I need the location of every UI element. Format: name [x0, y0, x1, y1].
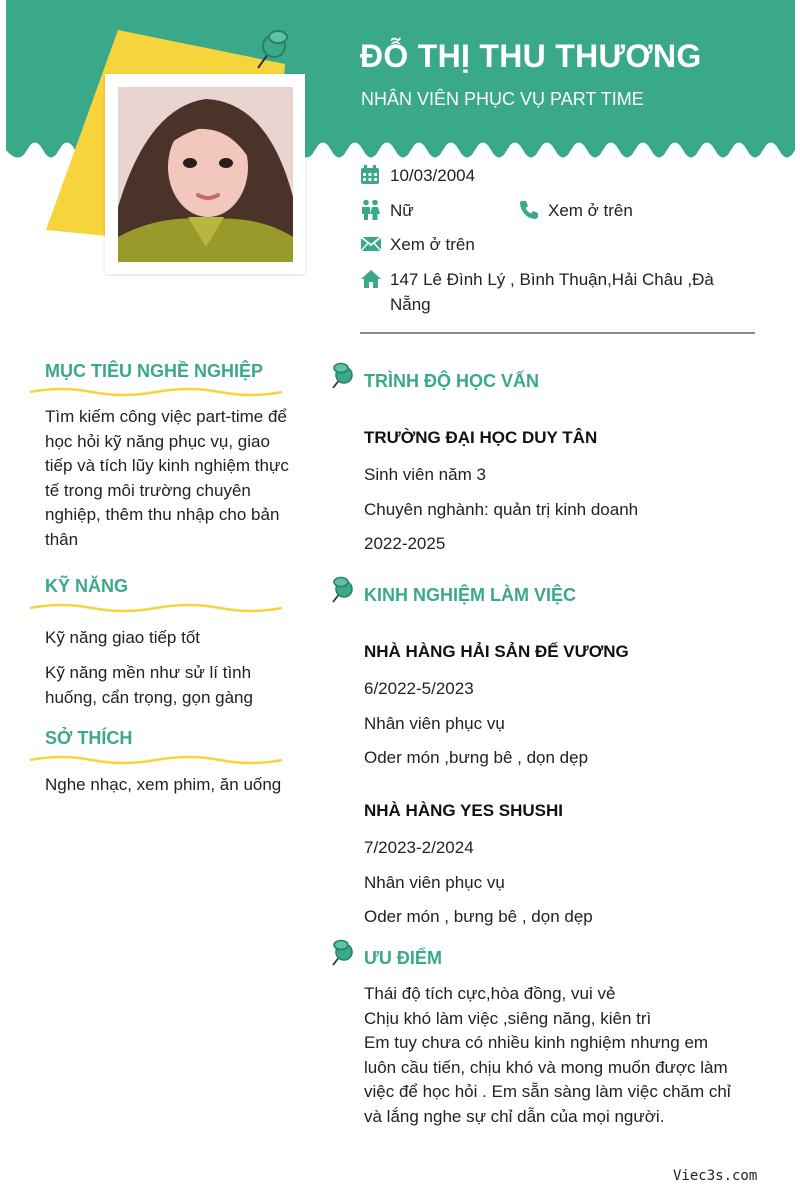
gender-icon [360, 199, 382, 221]
contact-divider [360, 332, 755, 334]
contact-birthday [360, 163, 475, 188]
hobbies-heading: SỞ THÍCH [45, 728, 133, 748]
contact-address [360, 267, 714, 317]
address-line-1: 147 Lê Đình Lý , Bình Thuận,Hải Châu ,Đà [390, 270, 714, 289]
strength-line: Em tuy chưa có nhiều kinh nghiệm nhưng em [364, 1033, 709, 1053]
birthday-text: 10/03/2004 [390, 166, 476, 185]
contact-email[interactable] [360, 232, 475, 257]
calendar-icon [360, 164, 382, 186]
objective-heading: MỤC TIÊU NGHỀ NGHIỆP [45, 361, 264, 381]
job-position: Nhân viên phục vụ [364, 873, 505, 892]
email-icon [360, 233, 382, 255]
strengths-heading: ƯU ĐIỂM [364, 948, 442, 968]
job-title: NHÂN VIÊN PHỤC VỤ PART TIME [361, 89, 644, 109]
profile-photo-block [40, 24, 300, 274]
objective-line: nghiệp, thêm thu nhập cho bản [45, 505, 280, 524]
job-position: Nhân viên phục vụ [364, 714, 505, 733]
objective-underline [28, 385, 284, 397]
candidate-name: ĐỖ THỊ THU THƯƠNG [360, 38, 702, 74]
watermark: Viec3s.com [673, 1168, 758, 1184]
pushpin-icon [330, 362, 356, 390]
phone-text[interactable]: Xem ở trên [548, 201, 633, 220]
year-of-study: Sinh viên năm 3 [364, 465, 486, 484]
strengths-text [364, 982, 744, 1130]
skill-item [45, 661, 298, 710]
objective-line: tế trong môi trường chuyên [45, 480, 251, 500]
job-period: 6/2022-5/2023 [364, 679, 474, 698]
hobbies-underline [28, 753, 284, 765]
major: Chuyên nghành: quản trị kinh doanh [364, 500, 639, 519]
strength-line: việc để học hỏi . Em sẵn sàng làm việc chăm chỉ [364, 1082, 731, 1102]
objective-line: tiếp và tích lũy kinh nghiệm thực [45, 456, 289, 475]
objective-line: học hỏi kỹ năng phục vụ, giao [45, 431, 270, 451]
skills-heading: KỸ NĂNG [45, 576, 129, 596]
job-duties: Oder món , bưng bê , dọn dẹp [364, 907, 593, 926]
skill-line: Kỹ năng mền như sử lí tình [45, 663, 252, 682]
objective-text [45, 405, 298, 552]
phone-icon [518, 199, 540, 221]
job-duties: Oder món ,bưng bê , dọn dẹp [364, 748, 589, 767]
home-icon [360, 268, 382, 290]
profile-photo [118, 87, 293, 262]
email-text[interactable]: Xem ở trên [390, 235, 475, 254]
strength-line: Chịu khó làm việc ,siêng năng, kiên trì [364, 1008, 652, 1028]
address-line-2: Nẵng [390, 295, 431, 314]
experience-heading: KINH NGHIỆM LÀM VIỆC [364, 585, 577, 605]
company-name: NHÀ HÀNG HẢI SẢN ĐẾ VƯƠNG [364, 642, 629, 661]
job-period: 7/2023-2/2024 [364, 838, 474, 857]
strength-line: Thái độ tích cực,hòa đồng, vui vẻ [364, 984, 616, 1003]
pin-icon [250, 24, 290, 72]
contact-phone[interactable] [518, 198, 633, 223]
school-name: TRƯỜNG ĐẠI HỌC DUY TÂN [364, 428, 598, 447]
objective-line: Tìm kiếm công việc part-time để [45, 407, 287, 426]
objective-line: thân [45, 529, 79, 549]
pushpin-icon [330, 939, 356, 967]
education-heading: TRÌNH ĐỘ HỌC VẤN [364, 371, 539, 391]
gender-text: Nữ [390, 201, 414, 220]
strength-line: luôn cầu tiến, chịu khó và mong muốn được làm [364, 1057, 728, 1077]
company-name: NHÀ HÀNG YES SHUSHI [364, 801, 563, 820]
strength-line: và lắng nghe sự chỉ dẫn của mọi người. [364, 1106, 665, 1126]
contact-gender [360, 198, 414, 223]
pushpin-icon [330, 576, 356, 604]
photo-frame [105, 74, 305, 274]
hobbies-text: Nghe nhạc, xem phim, ăn uống [45, 775, 282, 794]
skills-underline [28, 601, 284, 613]
skill-item: Kỹ năng giao tiếp tốt [45, 628, 201, 647]
skill-line: huống, cẩn trọng, gọn gàng [45, 687, 253, 707]
study-period: 2022-2025 [364, 534, 446, 553]
